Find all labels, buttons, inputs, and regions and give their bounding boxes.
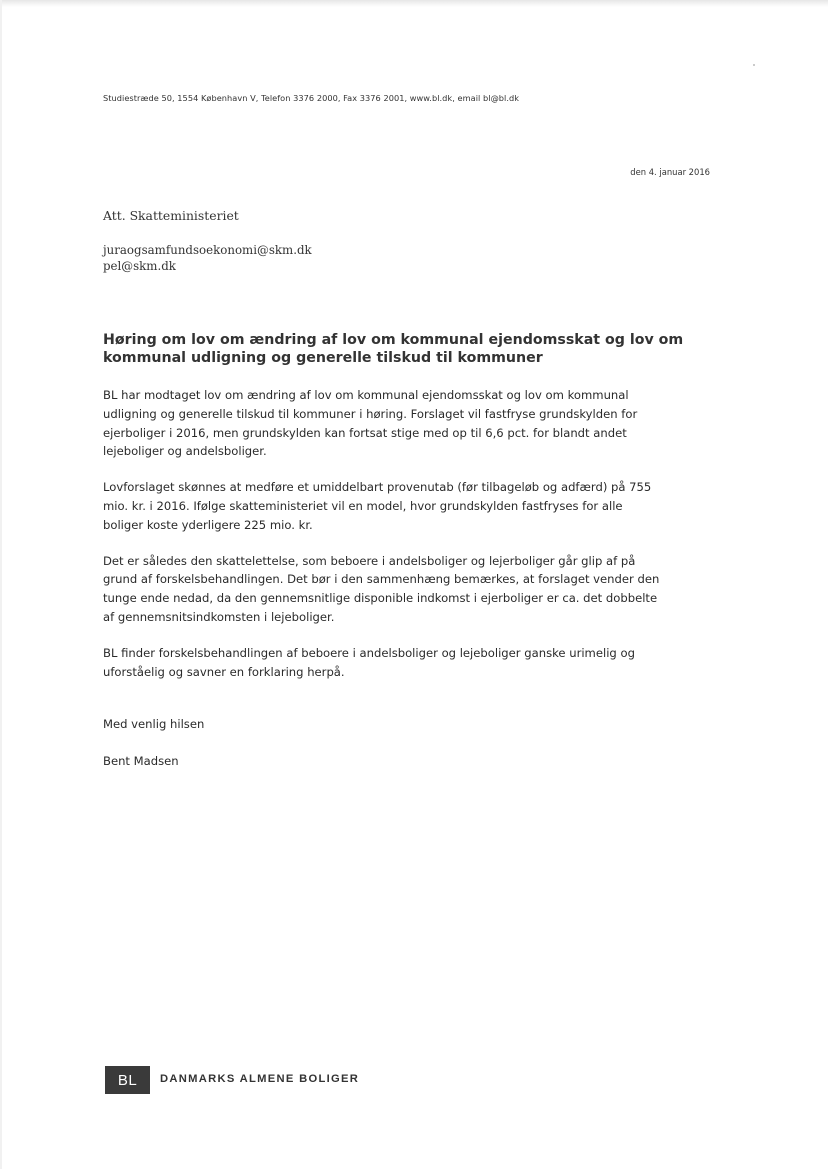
- body-line: uforståelig og savner en forklaring herpå.: [103, 664, 345, 679]
- signer-name: Bent Madsen: [103, 754, 179, 768]
- bl-logo: [105, 1066, 150, 1094]
- heading-line: kommunal udligning og generelle tilskud til kommuner: [103, 350, 543, 366]
- letter-date: den 4. januar 2016: [630, 167, 710, 177]
- body-line: lejeboliger og andelsboliger.: [103, 444, 267, 459]
- body-line: BL har modtaget lov om ændring af lov om kommunal ejendomsskat og lov om kommunal: [103, 388, 629, 402]
- body-line: udligning og generelle tilskud til kommuner i høring. Forslaget vil fastfryse grundskylden for: [103, 406, 638, 421]
- scan-speck: [753, 64, 755, 66]
- letterhead-address: Studiestræde 50, 1554 København V, Telefon 3376 2000, Fax 3376 2001, www.bl.dk, email bl@bl.dk: [103, 93, 520, 103]
- heading-line: Høring om lov om ændring af lov om kommunal ejendomsskat og lov om: [103, 332, 684, 348]
- letter-body: [103, 386, 723, 698]
- logo-letters: BL: [117, 1071, 138, 1089]
- recipient-email: pel@skm.dk: [103, 259, 176, 273]
- body-line: boliger koste yderligere 225 mio. kr.: [103, 517, 313, 532]
- body-paragraph: [103, 478, 723, 534]
- letter-heading: [103, 331, 723, 367]
- recipient-name: Att. Skatteministeriet: [103, 208, 239, 223]
- organization-name: DANMARKS ALMENE BOLIGER: [160, 1073, 360, 1085]
- body-line: Det er således den skattelettelse, som beboere i andelsboliger og lejerboliger går glip af på: [103, 553, 636, 568]
- scan-edge-left: [0, 0, 2, 1169]
- body-paragraph: [103, 644, 723, 682]
- closing-salutation: Med venlig hilsen: [103, 717, 205, 731]
- recipient-emails: [103, 242, 312, 274]
- body-line: grund af forskelsbehandlingen. Det bør i den sammenhæng bemærkes, at forslaget vender den: [103, 572, 660, 587]
- body-line: BL finder forskelsbehandlingen af beboere i andelsboliger og lejeboliger ganske urimelig og: [103, 645, 635, 660]
- recipient-email: juraogsamfundsoekonomi@skm.dk: [103, 243, 312, 257]
- body-line: tunge ende nedad, da den gennemsnitlige disponible indkomst i ejerboliger er ca. det dobbelte: [103, 591, 658, 606]
- body-paragraph: [103, 552, 723, 627]
- body-paragraph: [103, 386, 723, 461]
- body-line: mio. kr. i 2016. Ifølge skatteministeriet vil en model, hvor grundskylden fastfryses for alle: [103, 498, 623, 513]
- body-line: Lovforslaget skønnes at medføre et umiddelbart provenutab (før tilbageløb og adfærd) på 755: [103, 480, 652, 495]
- scan-edge-top: [0, 0, 828, 7]
- body-line: af gennemsnitsindkomsten i lejeboliger.: [103, 609, 335, 624]
- body-line: ejerboliger i 2016, men grundskylden kan fortsat stige med op til 6,6 pct. for blandt andet: [103, 425, 627, 440]
